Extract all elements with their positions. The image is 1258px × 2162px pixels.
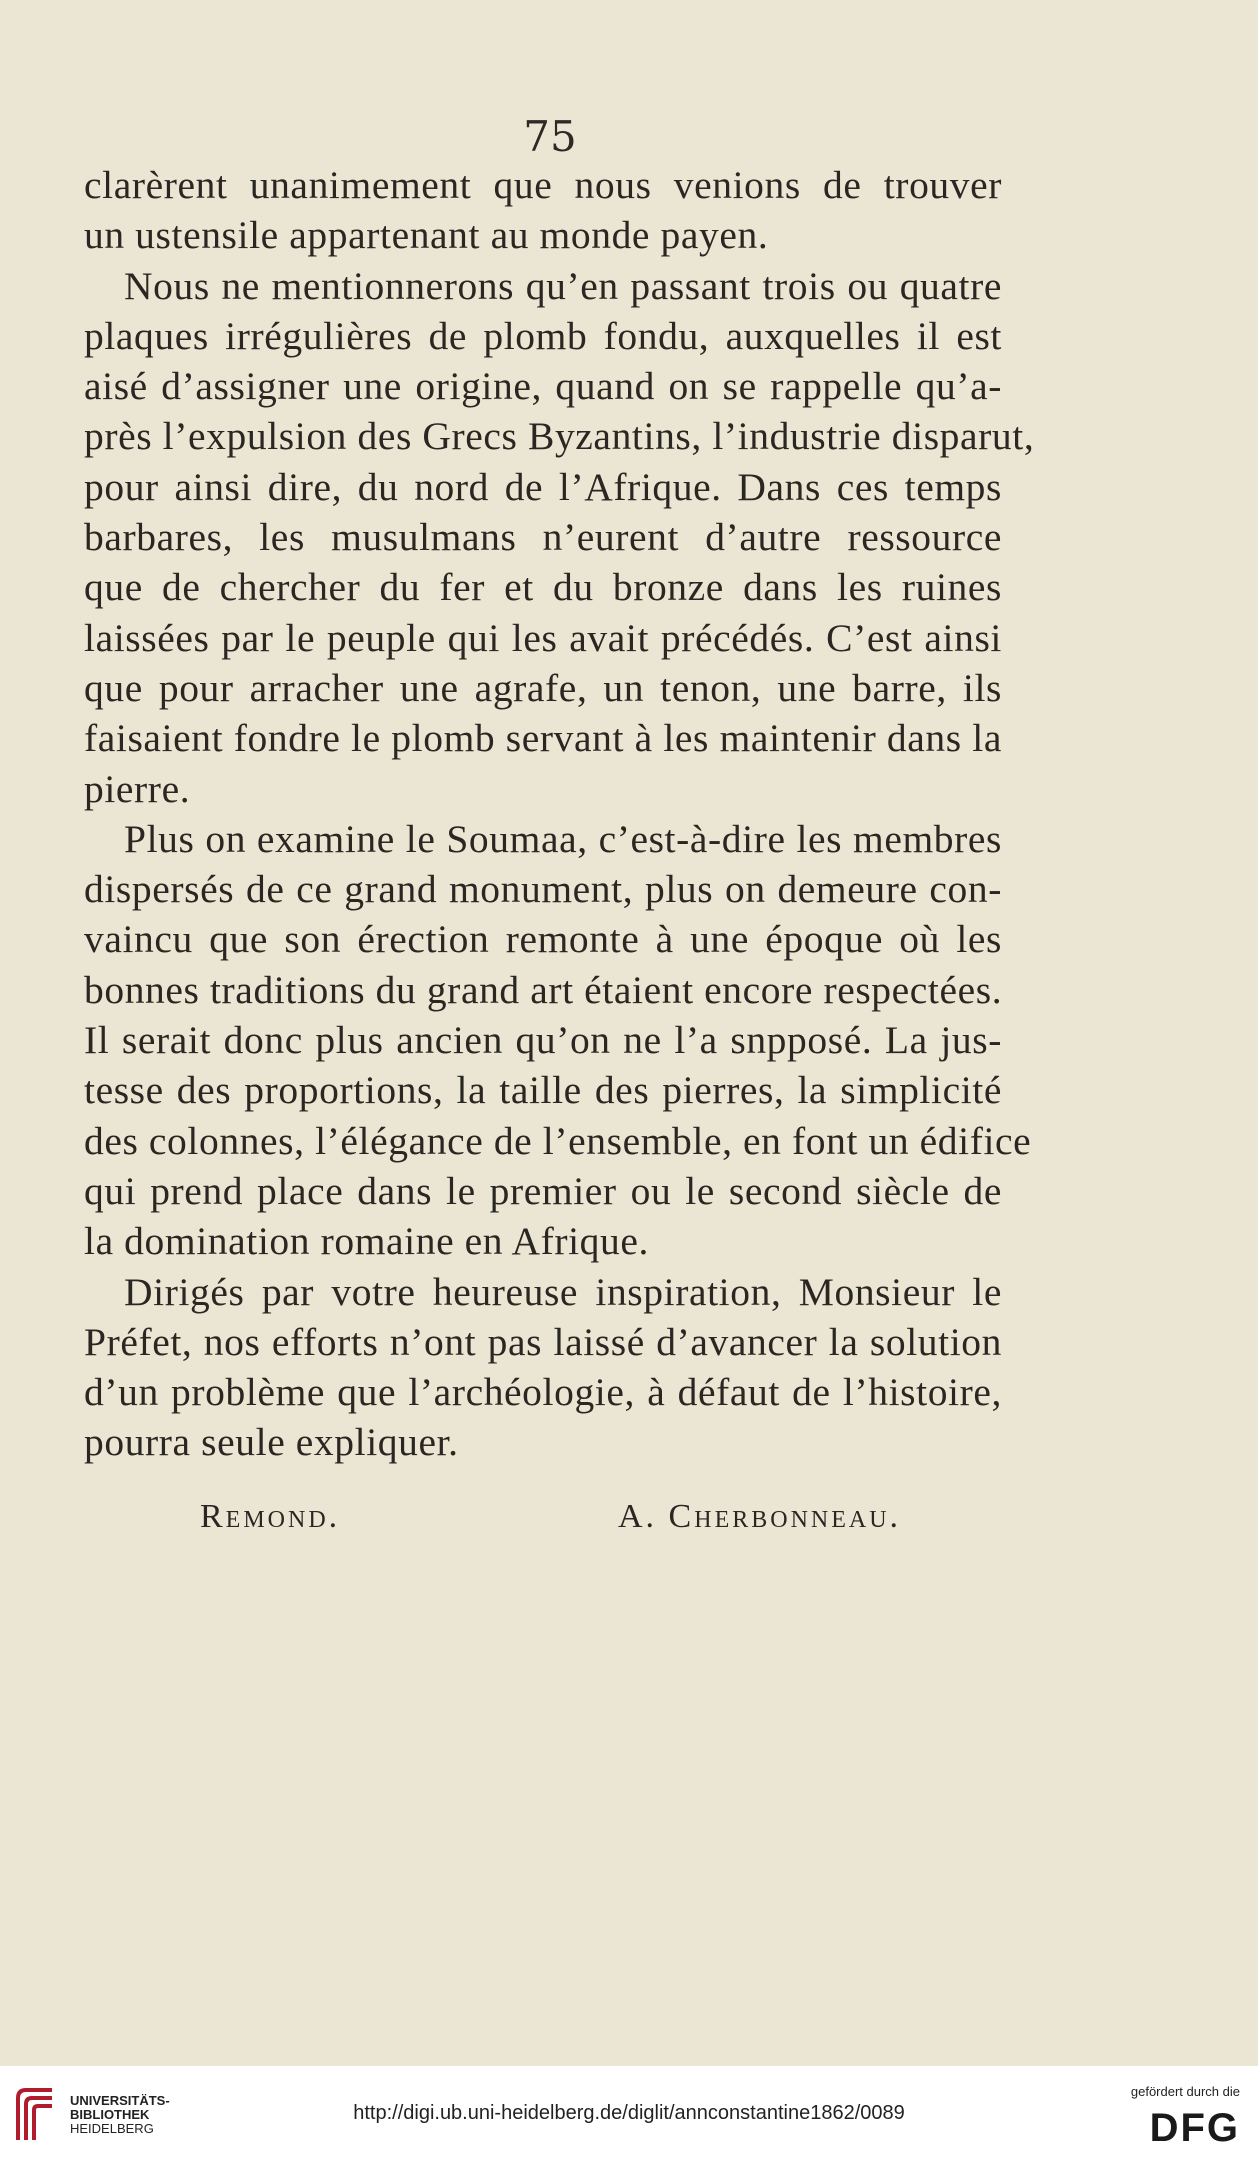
text-line: clarèrent unanimement que nous venions de trouver [84,163,1002,207]
library-line-2: BIBLIOTHEK [70,2107,150,2122]
text-line: près l’expulsion des Grecs Byzantins, l’industrie disparut, [84,414,1035,459]
text-line: que pour arracher une agrafe, un tenon, une barre, ils [84,665,1002,710]
funded-by-text: gefördert durch die [1130,2084,1240,2099]
library-line-1: UNIVERSITÄTS- [70,2093,170,2108]
text-line: que de chercher du fer et du bronze dans les ruines [84,565,1002,610]
text-line: la domination romaine en Afrique. [84,1219,649,1264]
text-line: Nous ne mentionnerons qu’en passant trois ou quatre [124,263,1002,308]
text-line: laissées par le peuple qui les avait précédés. C’est ainsi [84,615,1002,660]
text-line: un ustensile appartenant au monde payen. [84,213,769,258]
source-url[interactable]: http://digi.ub.uni-heidelberg.de/diglit/annconstantine1862/0089 [353,2102,905,2124]
text-line: d’un problème que l’archéologie, à défaut de l’histoire, [84,1370,1002,1415]
page-number: 75 [523,112,577,161]
signature-cherbonneau: A. Cherbonneau. [618,1498,902,1535]
text-line: Il serait donc plus ancien qu’on ne l’a snpposé. La jus- [84,1018,1002,1063]
signatures [0,1498,1100,1548]
text-line: pierre. [84,766,191,811]
text-line: vaincu que son érection remonte à une époque où les [84,917,1002,962]
text-line: tesse des proportions, la taille des pierres, la simplicité [84,1068,1002,1113]
body-text [84,160,1035,1468]
text-line: qui prend place dans le premier ou le second siècle de [84,1168,1002,1213]
text-line: Dirigés par votre heureuse inspiration, Monsieur le [124,1269,1002,1314]
text-line: barbares, les musulmans n’eurent d’autre ressource [84,515,1002,560]
text-line: pour ainsi dire, du nord de l’Afrique. Dans ces temps [84,464,1002,509]
text-line: faisaient fondre le plomb servant à les maintenir dans la [84,716,1002,761]
text-line: dispersés de ce grand monument, plus on demeure con- [84,867,1002,912]
text-line: pourra seule expliquer. [84,1420,459,1465]
text-line: Plus on examine le Soumaa, c’est-à-dire les membres [124,816,1002,861]
text-line: Préfet, nos efforts n’ont pas laissé d’avancer la solution [84,1319,1002,1364]
text-line: bonnes traditions du grand art étaient encore respectées. [84,967,1003,1012]
dfg-logo: DFG [1149,2106,1240,2150]
library-line-3: HEIDELBERG [70,2121,154,2136]
text-line: des colonnes, l’élégance de l’ensemble, en font un édifice [84,1118,1032,1163]
text-line: aisé d’assigner une origine, quand on se rappelle qu’a- [84,364,1002,409]
text-line: plaques irrégulières de plomb fondu, auxquelles il est [84,313,1002,358]
footer-bar [0,2066,1258,2162]
signature-remond: Remond. [200,1498,341,1535]
